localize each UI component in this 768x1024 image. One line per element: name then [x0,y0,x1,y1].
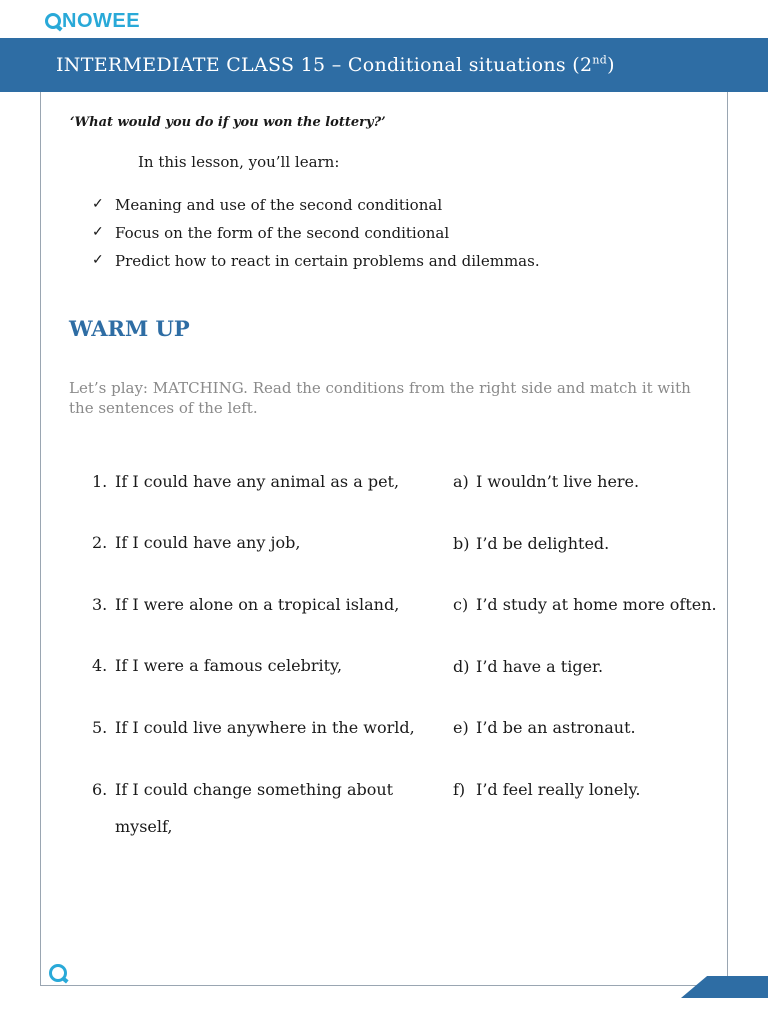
result-letter: c) [453,595,469,614]
result-text: I’d feel really lonely. [476,780,641,799]
checkmark-icon: ✓ [92,224,104,240]
objective-text: Predict how to react in certain problems and dilemmas. [115,252,540,270]
result-text: I’d have a tiger. [476,657,604,676]
result-letter: a) [453,472,469,491]
condition-text: If I could have any animal as a pet, [115,472,400,491]
result-item [453,780,640,799]
objective-text: Meaning and use of the second conditional [115,196,443,214]
objective-item [92,252,540,280]
result-letter: f) [453,780,466,799]
condition-text: If I were a famous celebrity, [115,656,343,675]
result-letter: e) [453,718,469,737]
condition-item [92,533,300,552]
condition-text: If I could have any job, [115,533,301,552]
title-banner [0,38,768,92]
condition-item [92,472,399,491]
condition-number: 4. [92,656,108,675]
condition-number: 3. [92,595,108,614]
condition-text: If I could change something about myself, [115,780,394,836]
condition-number: 2. [92,533,108,552]
result-item [453,534,609,553]
result-text: I’d be an astronaut. [476,718,636,737]
brand-logo [45,8,140,34]
result-item [453,595,717,614]
result-letter: b) [453,534,470,553]
condition-text: If I were alone on a tropical island, [115,595,400,614]
logo-text: NOWEE [62,9,141,32]
objective-text: Focus on the form of the second conditional [115,224,450,242]
objective-item [92,224,540,252]
objective-item [92,196,540,224]
checkmark-icon: ✓ [92,196,104,212]
checkmark-icon: ✓ [92,252,104,268]
objectives-list [92,196,540,280]
page-title-main: INTERMEDIATE CLASS 15 – Conditional situations (2 [56,54,593,76]
condition-text: If I could live anywhere in the world, [115,718,415,737]
logo-ring-icon [45,13,61,29]
result-text: I’d study at home more often. [476,595,717,614]
condition-number: 5. [92,718,108,737]
result-letter: d) [453,657,470,676]
result-item [453,718,636,737]
section-heading-warm-up: WARM UP [69,316,190,341]
condition-item [92,595,399,614]
result-text: I wouldn’t live here. [476,472,640,491]
result-item [453,657,603,676]
footer-logo-icon [49,964,67,982]
condition-number: 6. [92,780,108,799]
condition-item [92,718,415,737]
page-title [56,54,615,76]
result-text: I’d be delighted. [476,534,610,553]
lesson-question: ‘What would you do if you won the lottery?’ [70,115,386,130]
condition-item [92,656,342,675]
condition-number: 1. [92,472,108,491]
condition-item [92,771,395,845]
result-item [453,472,639,491]
lesson-lead: In this lesson, you’ll learn: [138,153,340,171]
activity-instructions: Let’s play: MATCHING. Read the conditions from the right side and match it with the sentences of the left. [69,379,691,417]
page-title-superscript: nd [592,53,608,67]
page-title-end: ) [607,54,615,76]
